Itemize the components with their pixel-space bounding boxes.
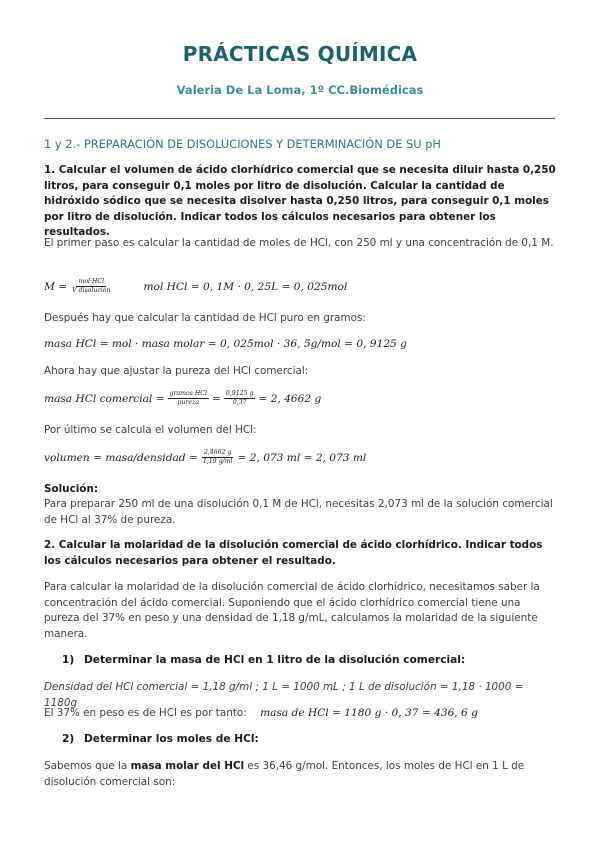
eq3-rhs: = 2, 4662 g <box>258 392 322 405</box>
page-title: PRÁCTICAS QUÍMICA <box>182 42 418 66</box>
density-line: Densidad del HCl comercial = 1,18 g/ml ; 1 L = 1000 mL ; 1 L de disolución = 1,18 · 1000 = 1180g <box>44 681 524 709</box>
step-2-text: Determinar los moles de HCl: <box>84 733 259 745</box>
peso-line <box>44 706 556 722</box>
eq4-fraction <box>201 449 235 466</box>
eq3-numerator-1: gramos HCl <box>169 390 207 397</box>
moles-pre: Sabemos que la <box>44 760 131 772</box>
solution-label: Solución: <box>44 483 98 495</box>
author-subtitle: Valeria De La Loma, 1º CC.Biomédicas <box>176 83 424 97</box>
equation-volume <box>44 449 366 466</box>
eq1-numerator: mol·HCl <box>78 278 105 285</box>
step-1-text: Determinar la masa de HCl en 1 litro de la disolución comercial: <box>84 654 466 666</box>
peso-text: El 37% en peso es de HCl es por tanto: <box>44 707 247 719</box>
eq3-numerator-2: 0,9125 g <box>225 390 254 397</box>
eq4-denominator: 1,19 g/ml <box>202 458 233 465</box>
equation-purity <box>44 390 321 407</box>
header-divider <box>44 118 555 119</box>
eq3-lhs: masa HCl comercial = <box>44 392 165 405</box>
eq1-denominator: V disolución <box>72 287 111 294</box>
eq3-fraction-2 <box>224 390 256 407</box>
moles-bold: masa molar del HCl <box>130 760 245 772</box>
question-2: 2. Calcular la molaridad de la disolución comercial de ácido clorhídrico. Indicar todos los cálculos necesarios para obtener el resultado. <box>44 539 543 567</box>
eq4-numerator: 2,4662 g <box>203 449 232 456</box>
eq1-fraction <box>70 278 112 295</box>
eq3-fraction-1 <box>168 390 209 407</box>
eq3-denominator-2: 0,37 <box>232 399 247 406</box>
equation-molarity <box>44 278 347 295</box>
eq4-lhs: volumen = masa/densidad = <box>44 451 198 464</box>
moles-paragraph <box>44 759 556 790</box>
step-1-number: 1) <box>62 654 75 666</box>
eq3-equals: = <box>212 392 221 405</box>
q1-paragraph-1: El primer paso es calcular la cantidad de moles de HCl, con 250 ml y una concentración de 0,1 M. <box>44 237 554 249</box>
solution-text: Para preparar 250 ml de una disolución 0,1 M de HCl, necesitas 2,073 ml de la solución comercial de HCl al 37% de pureza. <box>44 498 553 526</box>
moles-post: es 36,46 g/mol. Entonces, los moles de HCl en 1 L de disolución comercial son: <box>44 760 525 788</box>
q1-paragraph-2: Después hay que calcular la cantidad de HCl puro en gramos: <box>44 312 366 324</box>
q2-paragraph-1: Para calcular la molaridad de la disolución comercial de ácido clorhídrico, necesitamos saber la concentración del ácido comercial. Suponiendo que el ácido clorhídrico comercial tiene una pureza del 37% en peso y una densidad de 1,18 g/mL, calculamos la molaridad de la siguiente manera. <box>44 581 540 640</box>
step-2-number: 2) <box>62 733 75 745</box>
equation-mass: masa HCl = mol · masa molar = 0, 025mol · 36, 5g/mol = 0, 9125 g <box>44 338 407 350</box>
eq3-denominator-1: pureza <box>177 399 200 406</box>
peso-equation: masa de HCl = 1180 g · 0, 37 = 436, 6 g <box>260 707 478 719</box>
question-1: 1. Calcular el volumen de ácido clorhídrico comercial que se necesita diluir hasta 0,250 litros, para conseguir 0,1 moles por litro de disolución. Calcular la cantidad de hidróxido sódico que se necesita disolver hasta 0,250 litros, para conseguir 0,1 moles por litro de disolución. Indicar todos los cálculos necesarios para obtener los resultados. <box>44 164 556 238</box>
eq4-rhs: = 2, 073 ml = 2, 073 ml <box>237 451 367 464</box>
q1-paragraph-3: Ahora hay que ajustar la pureza del HCl comercial: <box>44 365 309 377</box>
q1-paragraph-4: Por último se calcula el volumen del HCl: <box>44 424 257 436</box>
step-1 <box>62 654 465 666</box>
section-heading: 1 y 2.- PREPARACIÓN DE DISOLUCIONES Y DETERMINACIÓN DE SU pH <box>44 137 441 151</box>
eq1-rhs: mol HCl = 0, 1M · 0, 25L = 0, 025mol <box>143 280 348 293</box>
eq1-lhs: M = <box>44 280 68 293</box>
step-2 <box>62 733 259 745</box>
